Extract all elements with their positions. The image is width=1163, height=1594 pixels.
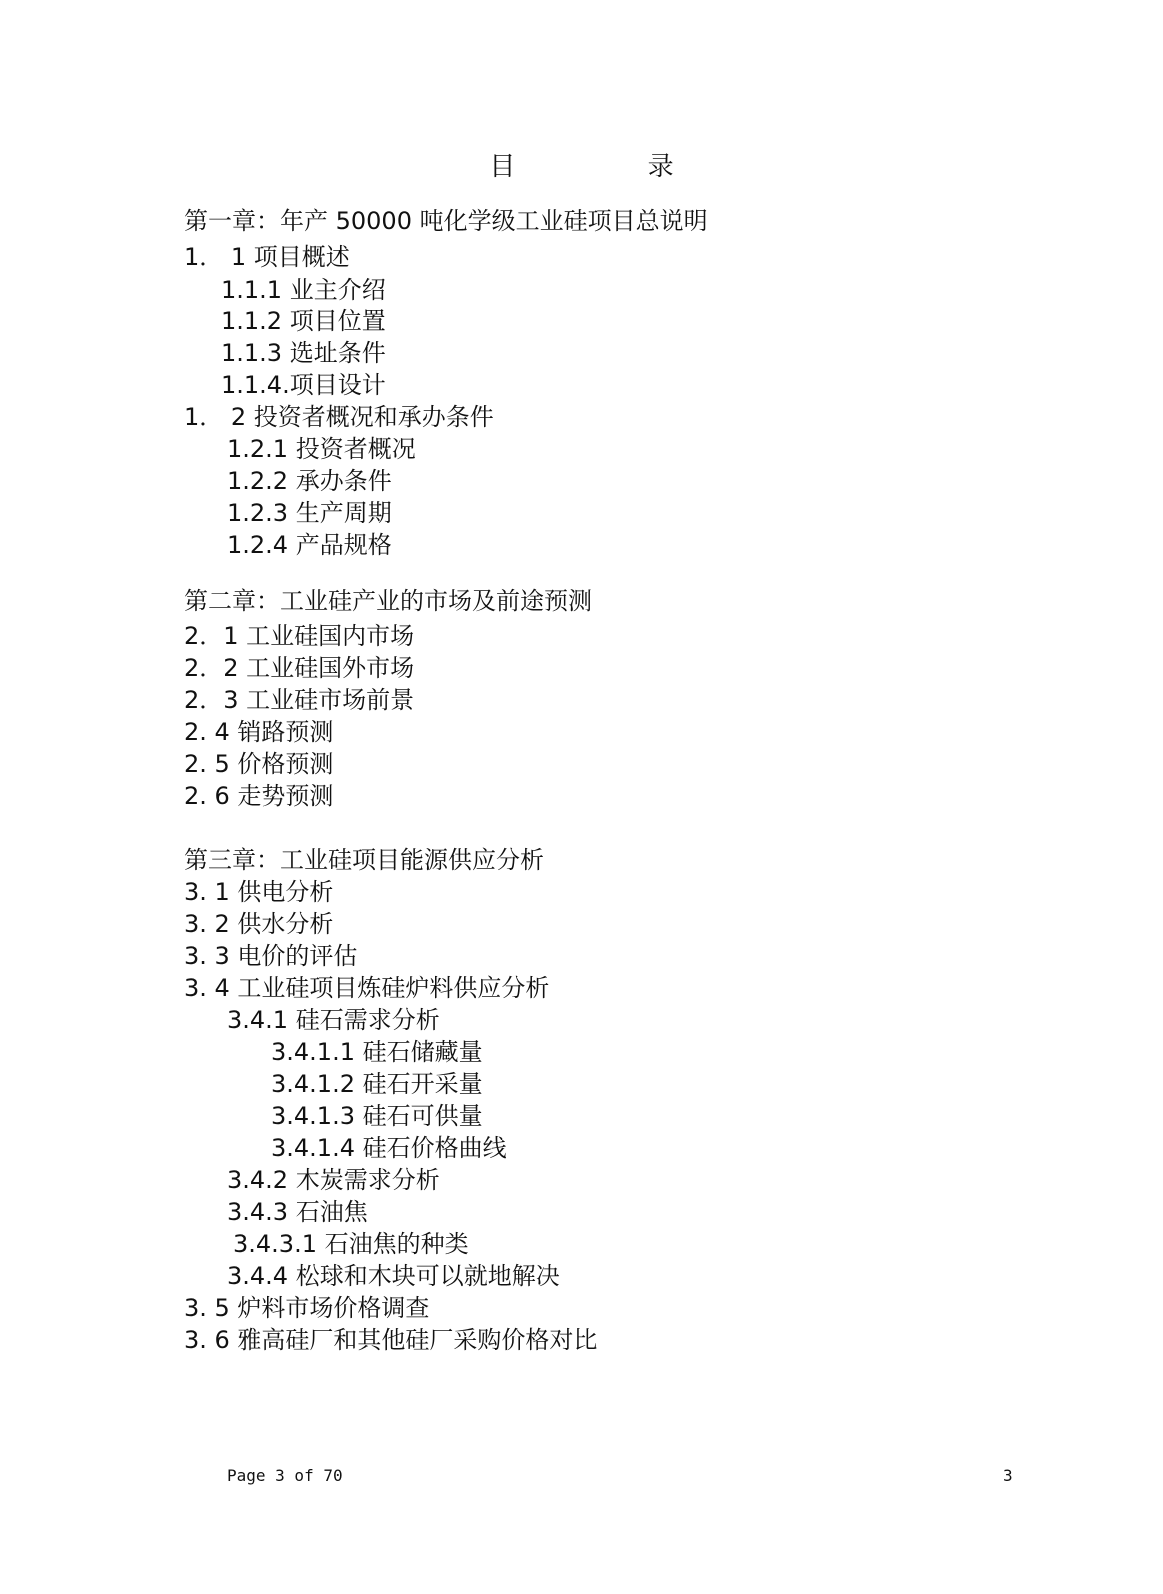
toc-section-1-1[interactable]: 1． 1 项目概述 xyxy=(184,243,350,271)
toc-chapter-2[interactable]: 第二章：工业硅产业的市场及前途预测 xyxy=(184,587,592,615)
toc-subsection-1-2-1[interactable]: 1.2.1 投资者概况 xyxy=(227,435,416,463)
toc-section-2-1[interactable]: 2．1 工业硅国内市场 xyxy=(184,622,415,650)
toc-subsection-1-2-2[interactable]: 1.2.2 承办条件 xyxy=(227,467,392,495)
toc-chapter-3[interactable]: 第三章：工业硅项目能源供应分析 xyxy=(184,846,544,874)
toc-subsection-1-1-4[interactable]: 1.1.4.项目设计 xyxy=(221,371,386,399)
toc-section-3-4[interactable]: 3. 4 工业硅项目炼硅炉料供应分析 xyxy=(184,974,550,1002)
toc-subsection-3-4-2[interactable]: 3.4.2 木炭需求分析 xyxy=(227,1166,440,1194)
toc-section-2-2[interactable]: 2．2 工业硅国外市场 xyxy=(184,654,415,682)
toc-chapter-1[interactable]: 第一章：年产 50000 吨化学级工业硅项目总说明 xyxy=(184,207,708,235)
toc-item-3-4-1-4[interactable]: 3.4.1.4 硅石价格曲线 xyxy=(271,1134,507,1162)
toc-subsection-1-1-2[interactable]: 1.1.2 项目位置 xyxy=(221,307,386,335)
toc-subsection-1-1-3[interactable]: 1.1.3 选址条件 xyxy=(221,339,386,367)
toc-section-2-4[interactable]: 2. 4 销路预测 xyxy=(184,718,334,746)
toc-subsection-1-2-4[interactable]: 1.2.4 产品规格 xyxy=(227,531,392,559)
toc-item-3-4-1-2[interactable]: 3.4.1.2 硅石开采量 xyxy=(271,1070,483,1098)
toc-subsection-3-4-3[interactable]: 3.4.3 石油焦 xyxy=(227,1198,368,1226)
toc-section-2-5[interactable]: 2. 5 价格预测 xyxy=(184,750,334,778)
toc-item-3-4-1-1[interactable]: 3.4.1.1 硅石储藏量 xyxy=(271,1038,483,1066)
footer-page-label: Page 3 of 70 xyxy=(227,1466,343,1485)
toc-subsection-3-4-4[interactable]: 3.4.4 松球和木块可以就地解决 xyxy=(227,1262,560,1290)
toc-section-3-1[interactable]: 3. 1 供电分析 xyxy=(184,878,334,906)
toc-subsection-1-2-3[interactable]: 1.2.3 生产周期 xyxy=(227,499,392,527)
toc-item-3-4-1-3[interactable]: 3.4.1.3 硅石可供量 xyxy=(271,1102,483,1130)
footer-page-number: 3 xyxy=(1003,1466,1013,1485)
toc-section-3-3[interactable]: 3. 3 电价的评估 xyxy=(184,942,358,970)
toc-section-3-2[interactable]: 3. 2 供水分析 xyxy=(184,910,334,938)
toc-section-3-6[interactable]: 3. 6 雅高硅厂和其他硅厂采购价格对比 xyxy=(184,1326,598,1354)
toc-section-1-2[interactable]: 1． 2 投资者概况和承办条件 xyxy=(184,403,494,431)
toc-section-3-5[interactable]: 3. 5 炉料市场价格调查 xyxy=(184,1294,430,1322)
toc-item-3-4-3-1[interactable]: 3.4.3.1 石油焦的种类 xyxy=(233,1230,469,1258)
toc-subsection-1-1-1[interactable]: 1.1.1 业主介绍 xyxy=(221,276,386,304)
toc-section-2-3[interactable]: 2．3 工业硅市场前景 xyxy=(184,686,415,714)
toc-title: 目 录 xyxy=(489,152,736,182)
toc-subsection-3-4-1[interactable]: 3.4.1 硅石需求分析 xyxy=(227,1006,440,1034)
toc-section-2-6[interactable]: 2. 6 走势预测 xyxy=(184,782,334,810)
